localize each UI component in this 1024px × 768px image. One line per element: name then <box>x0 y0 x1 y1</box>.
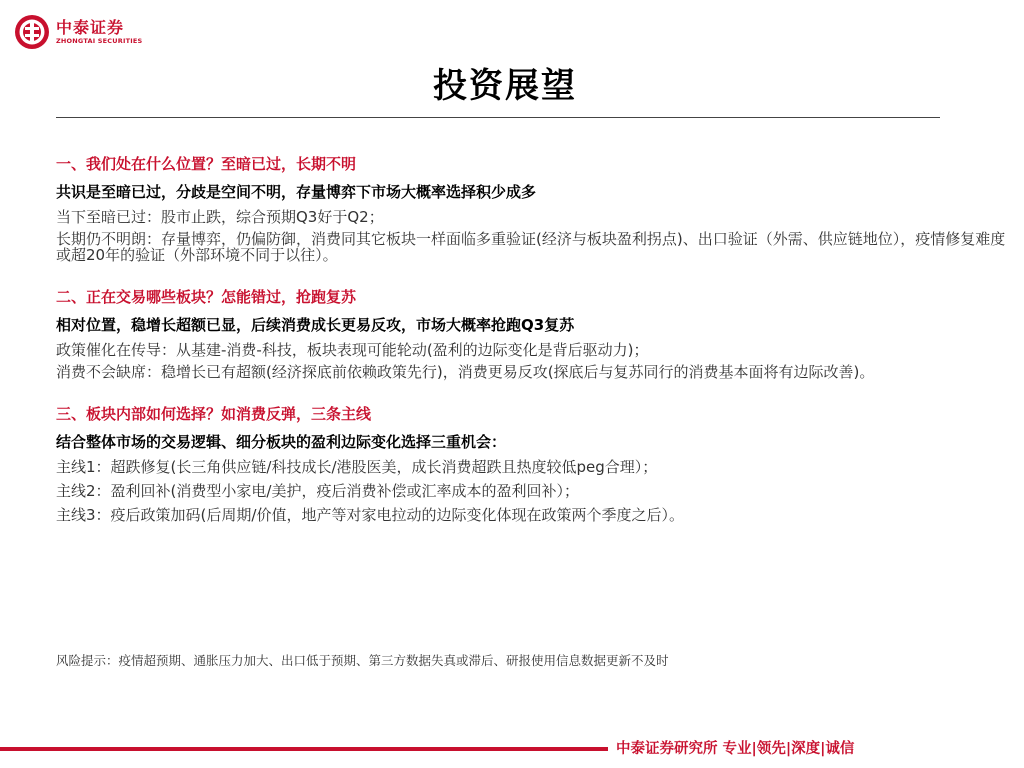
section-heading: 二、正在交易哪些板块？怎能错过，抢跑复苏 <box>56 288 357 306</box>
section-line: 消费不会缺席：稳增长已有超额(经济探底前依赖政策先行)，消费更易反攻(探底后与复苏同行的消费基本面将有边际改善)。 <box>56 363 875 381</box>
brand-name-en: ZHONGTAI SECURITIES <box>56 36 143 45</box>
section-heading: 一、我们处在什么位置？至暗已过，长期不明 <box>56 155 357 173</box>
brand-name-cn: 中泰证券 <box>56 17 125 37</box>
section-line: 主线3：疫后政策加码(后周期/价值，地产等对家电拉动的边际变化体现在政策两个季度之后）。 <box>56 506 684 524</box>
footer-bar <box>0 747 608 751</box>
brand-logo <box>14 14 142 50</box>
risk-note: 风险提示：疫情超预期、通胀压力加大、出口低于预期、第三方数据失真或滞后、研报使用信息数据更新不及时 <box>56 653 669 668</box>
brand-text <box>56 19 142 46</box>
section-selection <box>56 402 1006 525</box>
title-divider <box>56 117 940 118</box>
section-line: 长期仍不明朗：存量博弈，仍偏防御，消费同其它板块一样面临多重验证(经济与板块盈利拐点)、出口验证（外需、供应链地位），疫情修复难度或超20年的验证（外部环境不同于以往）。 <box>56 230 1006 264</box>
page-title: 投资展望 <box>433 66 577 106</box>
section-subheading: 相对位置，稳增长超额已显，后续消费成长更易反攻，市场大概率抢跑Q3复苏 <box>56 316 575 334</box>
section-line: 主线2：盈利回补(消费型小家电/美护，疫后消费补偿或汇率成本的盈利回补）； <box>56 482 579 500</box>
section-trading <box>56 285 1006 380</box>
section-position <box>56 152 1006 263</box>
section-line: 政策催化在传导：从基建-消费-科技，板块表现可能轮动(盈利的边际变化是背后驱动力)； <box>56 341 649 359</box>
section-line: 当下至暗已过：股市止跌，综合预期Q3好于Q2； <box>56 208 384 226</box>
content-area <box>56 152 1006 547</box>
section-line: 主线1：超跌修复(长三角供应链/科技成长/港股医美，成长消费超跌且热度较低peg合理）； <box>56 458 658 476</box>
footer-text: 中泰证券研究所 专业|领先|深度|诚信 <box>616 741 855 757</box>
section-heading: 三、板块内部如何选择？如消费反弹，三条主线 <box>56 405 372 423</box>
section-subheading: 结合整体市场的交易逻辑、细分板块的盈利边际变化选择三重机会： <box>56 433 507 451</box>
zhongtai-logo-icon <box>14 14 50 50</box>
section-subheading: 共识是至暗已过，分歧是空间不明，存量博弈下市场大概率选择积少成多 <box>56 183 537 201</box>
